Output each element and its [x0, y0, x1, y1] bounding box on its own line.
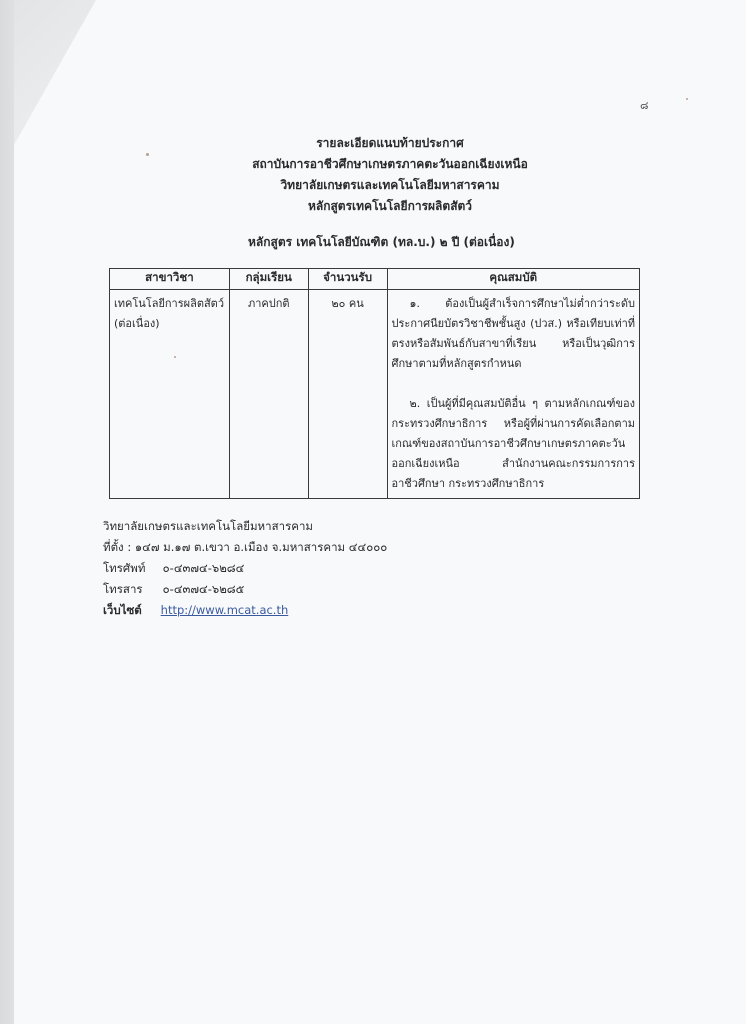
cell-qualifications	[387, 290, 639, 499]
header-line-attachment: รายละเอียดแนบท้ายประกาศ	[316, 136, 464, 150]
scan-speck	[146, 153, 149, 156]
column-header-qualifications: คุณสมบัติ	[387, 269, 639, 290]
website-row	[103, 600, 387, 621]
table-header-row	[110, 269, 640, 290]
header-line-curriculum: หลักสูตรเทคโนโลยีการผลิตสัตว์	[307, 199, 473, 213]
phone-number: ๐-๔๓๗๔-๖๒๘๔	[162, 561, 245, 575]
phone-label: โทรศัพท์	[103, 561, 146, 575]
document-header	[200, 133, 580, 217]
qualification-item-1: ๑. ต้องเป็นผู้สำเร็จการศึกษาไม่ต่ำกว่าระดับประกาศนียบัตรวิชาชีพชั้นสูง (ปวส.) หรือเทียบเท่าที่ตรงหรือสัมพันธ์กับสาขาที่เรียน หรือเป็นวุฒิการศึกษาตามที่หลักสูตรกำหนด	[391, 297, 635, 370]
phone-row	[103, 558, 387, 579]
cell-group: ภาคปกติ	[229, 290, 308, 499]
admission-table	[109, 268, 640, 499]
address-line: ที่ตั้ง : ๑๔๗ ม.๑๗ ต.เขวา อ.เมือง จ.มหาสารคาม ๔๔๐๐๐	[103, 540, 388, 554]
table-row	[110, 290, 640, 499]
header-line-institute: สถาบันการอาชีวศึกษาเกษตรภาคตะวันออกเฉียงเหนือ	[252, 157, 528, 171]
cell-major: เทคโนโลยีการผลิตสัตว์ (ต่อเนื่อง)	[110, 290, 230, 499]
page-number-mark: ๘	[640, 99, 649, 112]
website-label: เว็บไซต์	[103, 603, 142, 617]
fax-label: โทรสาร	[103, 582, 143, 596]
column-header-major: สาขาวิชา	[110, 269, 230, 290]
cell-quota: ๒๐ คน	[308, 290, 387, 499]
header-line-college: วิทยาลัยเกษตรและเทคโนโลยีมหาสารคาม	[280, 178, 500, 192]
column-header-group: กลุ่มเรียน	[229, 269, 308, 290]
college-name: วิทยาลัยเกษตรและเทคโนโลยีมหาสารคาม	[103, 519, 313, 533]
contact-info	[103, 516, 387, 621]
qualification-item-2: ๒. เป็นผู้ที่มีคุณสมบัติอื่น ๆ ตามหลักเกณฑ์ของกระทรวงศึกษาธิการ หรือผู้ที่ผ่านการคัดเลือกตามเกณฑ์ของสถาบันการอาชีวศึกษาเกษตรภาคตะวันออกเฉียงเหนือ สำนักงานคณะกรรมการการอาชีวศึกษา กระทรวงศึกษาธิการ	[391, 397, 635, 490]
fax-row	[103, 579, 387, 600]
fax-number: ๐-๔๓๗๔-๖๒๘๕	[162, 582, 245, 596]
website-link[interactable]: http://www.mcat.ac.th	[160, 603, 289, 617]
program-title: หลักสูตร เทคโนโลยีบัณฑิต (ทล.บ.) ๒ ปี (ต่อเนื่อง)	[248, 235, 515, 249]
scan-speck	[686, 98, 688, 100]
column-header-quota: จำนวนรับ	[308, 269, 387, 290]
